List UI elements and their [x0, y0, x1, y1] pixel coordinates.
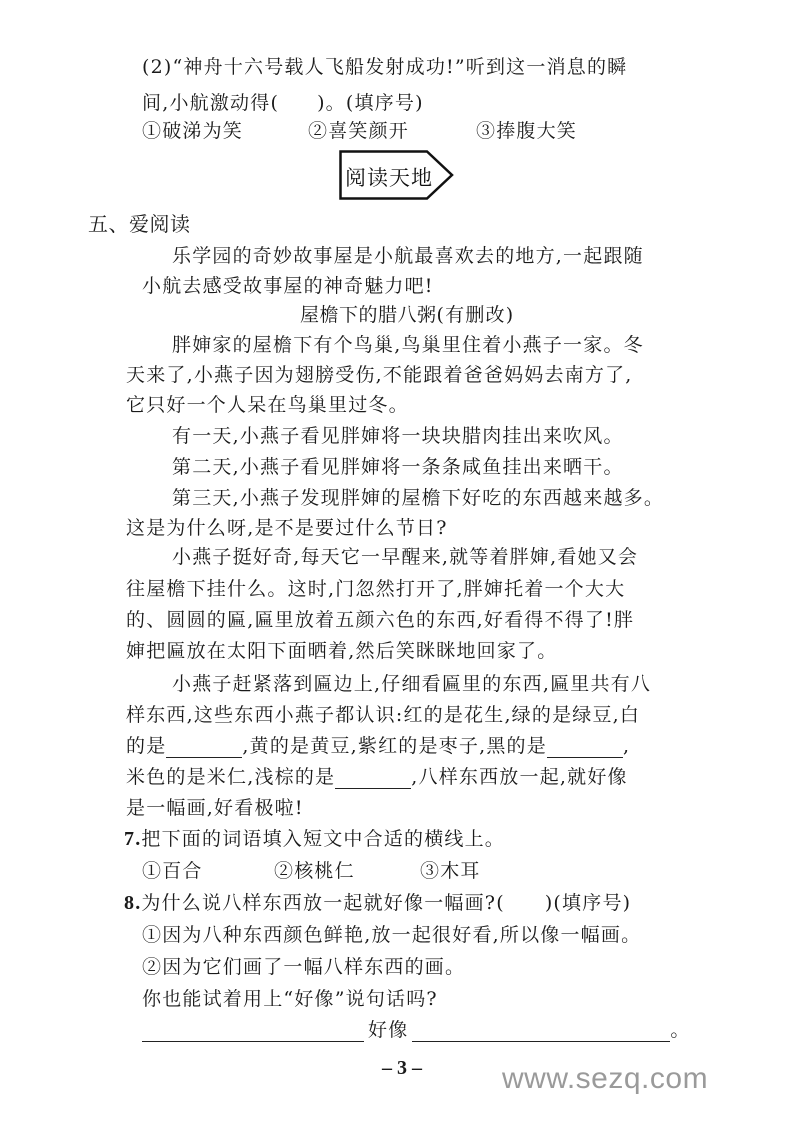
question-2-option-1: ①破涕为笑: [142, 120, 244, 142]
watermark: www.sezq.com: [502, 1062, 709, 1095]
question-7-option-1: ①百合: [142, 860, 203, 882]
question-2-option-2: ②喜笑颜开: [308, 120, 410, 142]
story-title-note: (有删改): [436, 304, 515, 326]
question-2-option-3: ③捧腹大笑: [476, 120, 578, 142]
question-8-extra: 你也能试着用上“好像”说句话吗?: [142, 988, 438, 1010]
story-title-text: 屋檐下的腊八粥: [300, 304, 437, 326]
story-line: 这是为什么呀,是不是要过什么节日?: [126, 517, 448, 539]
story-line: 小燕子赶紧落到匾边上,仔细看匾里的东西,匾里共有八: [172, 673, 652, 695]
page-number: – 3 –: [382, 1057, 422, 1079]
fill-blank-white[interactable]: [166, 737, 242, 758]
question-8-option-2: ②因为它们画了一幅八样东西的画。: [142, 956, 466, 978]
story-title: [300, 303, 514, 327]
question-7-option-2: ②核桃仁: [274, 860, 355, 882]
story-line: 天来了,小燕子因为翅膀受伤,不能跟着爸爸妈妈去南方了,: [126, 364, 633, 386]
story-text: ,: [622, 735, 631, 757]
section-title: 五、爱阅读: [88, 212, 191, 236]
question-number: 7.: [124, 828, 142, 850]
story-line: 的、圆圆的匾,匾里放着五颜六色的东西,好看得不得了!胖: [126, 609, 635, 631]
question-2-stem: 间,小航激动得(: [142, 92, 280, 114]
question-hint: )(填序号): [544, 892, 632, 914]
story-line: 它只好一个人呆在鸟巢里过冬。: [126, 394, 409, 416]
story-line-with-blanks: [126, 734, 630, 758]
intro-line-2: 小航去感受故事屋的神奇魅力吧!: [142, 275, 434, 297]
intro-line-1: 乐学园的奇妙故事屋是小航最喜欢去的地方,一起跟随: [172, 245, 644, 267]
story-line: 第二天,小燕子看见胖婶将一条条咸鱼挂出来晒干。: [172, 456, 624, 478]
fill-blank-before[interactable]: [142, 1021, 364, 1042]
story-line: 小燕子挺好奇,每天它一早醒来,就等着胖婶,看她又会: [172, 546, 639, 568]
story-text: 米色的是米仁,浅棕的是: [126, 766, 336, 788]
story-line-with-blanks: [126, 765, 628, 789]
question-7: [124, 827, 505, 851]
story-line: 胖婶家的屋檐下有个鸟巢,鸟巢里住着小燕子一家。冬: [172, 334, 644, 356]
story-line: 第三天,小燕子发现胖婶的屋檐下好吃的东西越来越多。: [172, 487, 665, 509]
question-7-option-3: ③木耳: [420, 860, 481, 882]
story-text: ,黄的是黄豆,紫红的是枣子,黑的是: [242, 735, 547, 757]
question-2-line1: (2)“神舟十六号载人飞船发射成功!”听到这一消息的瞬: [142, 56, 628, 78]
story-text: 的是: [126, 735, 167, 757]
fill-blank-light-brown[interactable]: [335, 768, 411, 789]
question-number: 8.: [124, 892, 142, 914]
story-line: 有一天,小燕子看见胖婶将一块块腊肉挂出来吹风。: [172, 425, 624, 447]
story-text: ,八样东西放一起,就好像: [411, 766, 628, 788]
question-2-line2: [142, 91, 424, 115]
story-line: 往屋檐下挂什么。这时,门忽然打开了,胖婶托着一个大大: [126, 578, 626, 600]
fill-end-punct: 。: [670, 1019, 691, 1041]
fill-blank-black[interactable]: [547, 737, 623, 758]
section-banner: [339, 150, 451, 200]
question-8-option-1: ①因为八种东西颜色鲜艳,放一起很好看,所以像一幅画。: [142, 924, 642, 946]
story-line: 婶把匾放在太阳下面晒着,然后笑眯眯地回家了。: [126, 640, 558, 662]
question-8: [124, 891, 631, 915]
fill-blank-after[interactable]: [412, 1021, 670, 1042]
sentence-fill: [142, 1018, 691, 1042]
fill-middle-word: 好像: [368, 1019, 409, 1041]
story-line: 是一幅画,好看极啦!: [126, 797, 304, 819]
banner-label: 阅读天地: [345, 166, 433, 190]
question-text: 为什么说八样东西放一起就好像一幅画?(: [141, 892, 505, 914]
question-text: 把下面的词语填入短文中合适的横线上。: [141, 828, 506, 850]
story-line: 样东西,这些东西小燕子都认识:红的是花生,绿的是绿豆,白: [126, 704, 641, 726]
question-2-hint: )。(填序号): [317, 92, 424, 114]
